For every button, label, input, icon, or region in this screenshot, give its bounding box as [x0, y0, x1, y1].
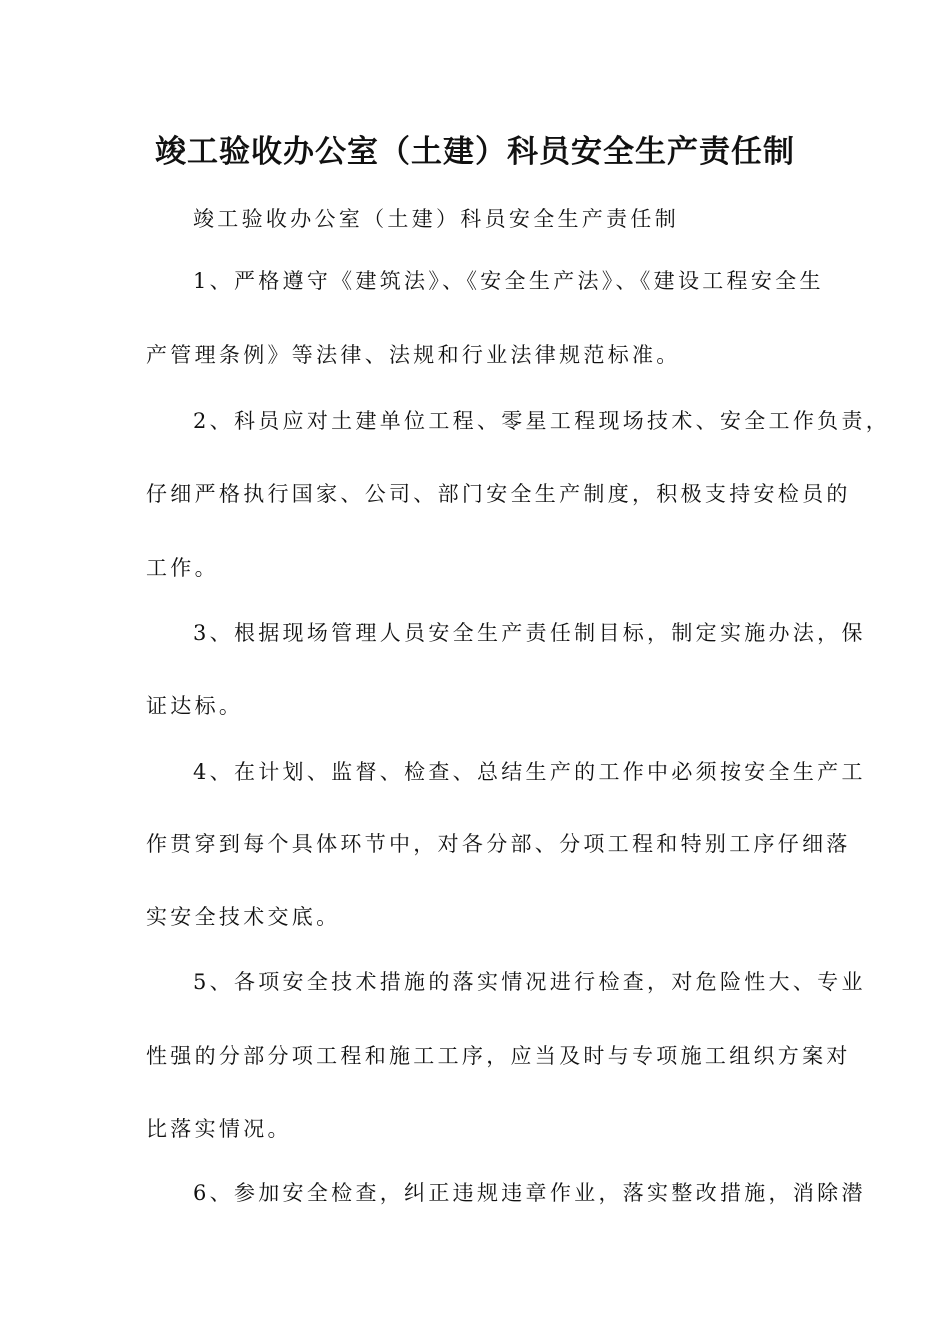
paragraph-line: 仔细严格执行国家、公司、部门安全生产制度，积极支持安检员的: [146, 482, 851, 506]
paragraph-line: 证达标。: [146, 694, 244, 718]
paragraph-line: 5、各项安全技术措施的落实情况进行检查，对危险性大、专业: [193, 970, 866, 994]
paragraph-line: 产管理条例》等法律、法规和行业法律规范标准。: [146, 343, 681, 367]
paragraph-line: 4、在计划、监督、检查、总结生产的工作中必须按安全生产工: [193, 760, 866, 784]
paragraph-line: 3、根据现场管理人员安全生产责任制目标，制定实施办法，保: [193, 621, 866, 645]
paragraph-line: 性强的分部分项工程和施工工序，应当及时与专项施工组织方案对: [146, 1044, 851, 1068]
subtitle-line: 竣工验收办公室（土建）科员安全生产责任制: [193, 207, 679, 231]
paragraph-line: 2、科员应对土建单位工程、零星工程现场技术、安全工作负责，: [193, 409, 891, 433]
paragraph-line: 作贯穿到每个具体环节中，对各分部、分项工程和特别工序仔细落: [146, 832, 851, 856]
paragraph-line: 实安全技术交底。: [146, 905, 341, 929]
paragraph-line: 1、严格遵守《建筑法》、《安全生产法》、《建设工程安全生: [193, 269, 824, 293]
paragraph-line: 比落实情况。: [146, 1117, 292, 1141]
paragraph-line: 工作。: [146, 556, 219, 580]
paragraph-line: 6、参加安全检查，纠正违规违章作业，落实整改措施，消除潜: [193, 1181, 866, 1205]
document-title: 竣工验收办公室（土建）科员安全生产责任制: [155, 134, 795, 170]
